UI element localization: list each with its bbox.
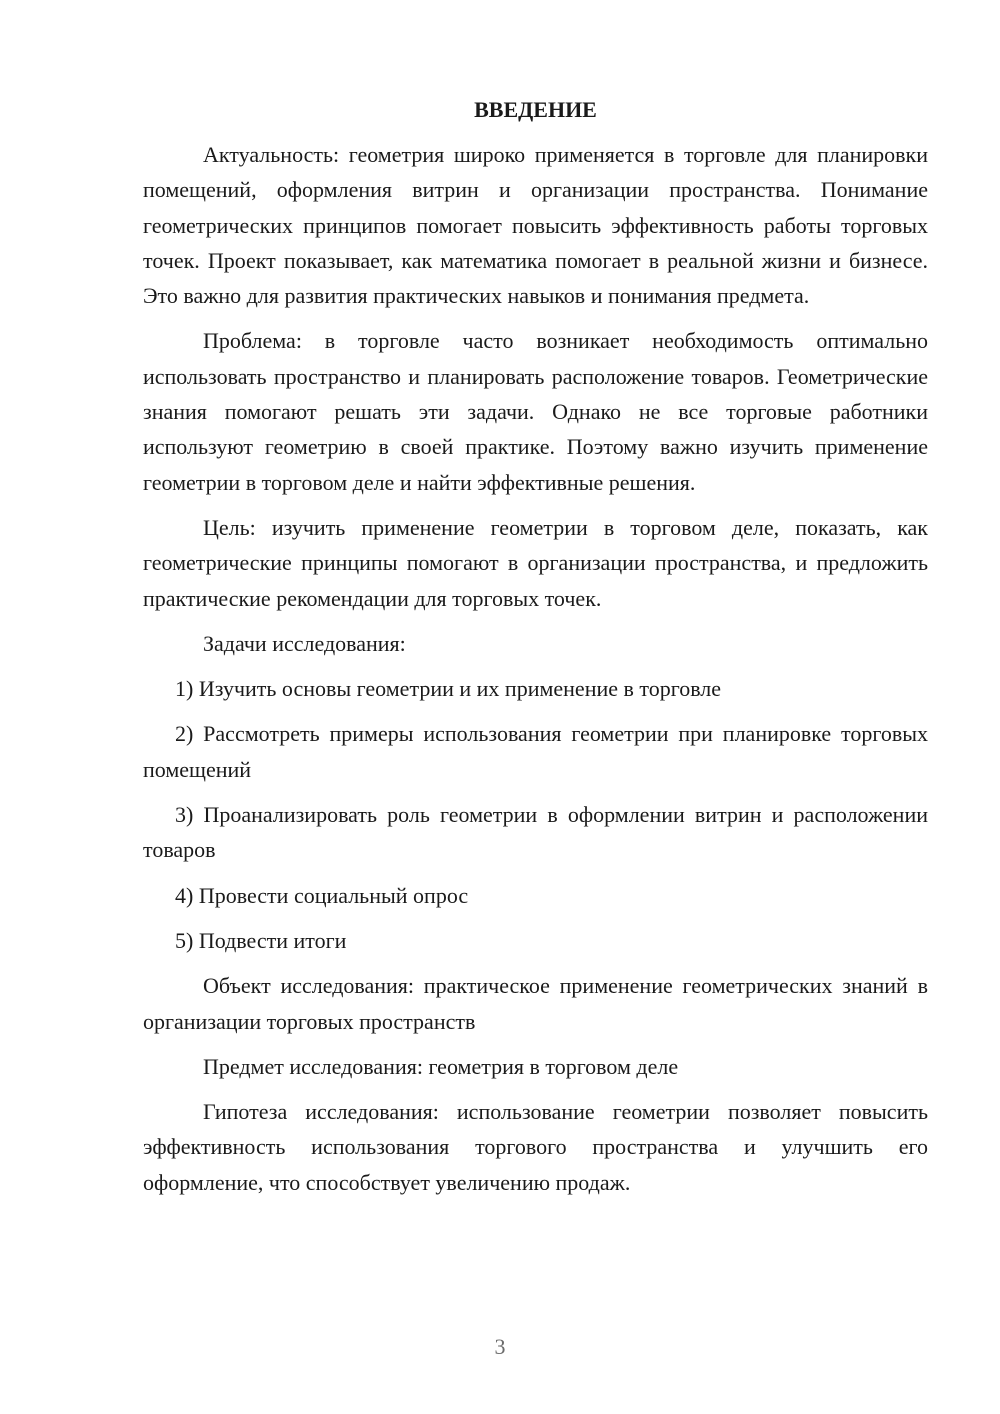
task-item: 1) Изучить основы геометрии и их применение в торговле: [175, 676, 722, 702]
paragraph-subject: Предмет исследования: геометрия в торговом деле: [203, 1053, 679, 1079]
task-item: 2) Рассмотреть примеры использования геометрии при планировке торговых помещений: [143, 721, 928, 782]
paragraph-relevance: Актуальность: геометрия широко применяется в торговле для планировки помещений, оформления витрин и организации пространства. Понимание геометрических принципов помогает повысить эффективность работы торговых точек. Проект показывает, как математика помогает в реальной жизни и бизнесе. Это важно для развития практических навыков и понимания предмета.: [143, 142, 928, 309]
paragraph-problem: Проблема: в торговле часто возникает необходимость оптимально использовать пространство и планировать расположение товаров. Геометрические знания помогают решать эти задачи. Однако не все торговые работники используют геометрию в своей практике. Поэтому важно изучить применение геометрии в торговом деле и найти эффективные решения.: [143, 328, 928, 495]
task-item: 5) Подвести итоги: [175, 927, 347, 953]
page-number: 3: [494, 1334, 506, 1359]
paragraph-goal: Цель: изучить применение геометрии в торговом деле, показать, как геометрические принципы помогают в организации пространства, и предложить практические рекомендации для торговых точек.: [143, 514, 928, 611]
task-item: 4) Провести социальный опрос: [175, 882, 469, 908]
paragraph-object: Объект исследования: практическое применение геометрических знаний в организации торговых пространств: [143, 973, 928, 1034]
task-item: 3) Проанализировать роль геометрии в оформлении витрин и расположении товаров: [143, 802, 928, 863]
tasks-heading: Задачи исследования:: [203, 630, 406, 656]
paragraph-hypothesis: Гипотеза исследования: использование геометрии позволяет повысить эффективность использования торгового пространства и улучшить его оформление, что способствует увеличению продаж.: [143, 1099, 928, 1195]
page-body: [143, 92, 928, 1210]
section-title: ВВЕДЕНИЕ: [474, 97, 597, 122]
